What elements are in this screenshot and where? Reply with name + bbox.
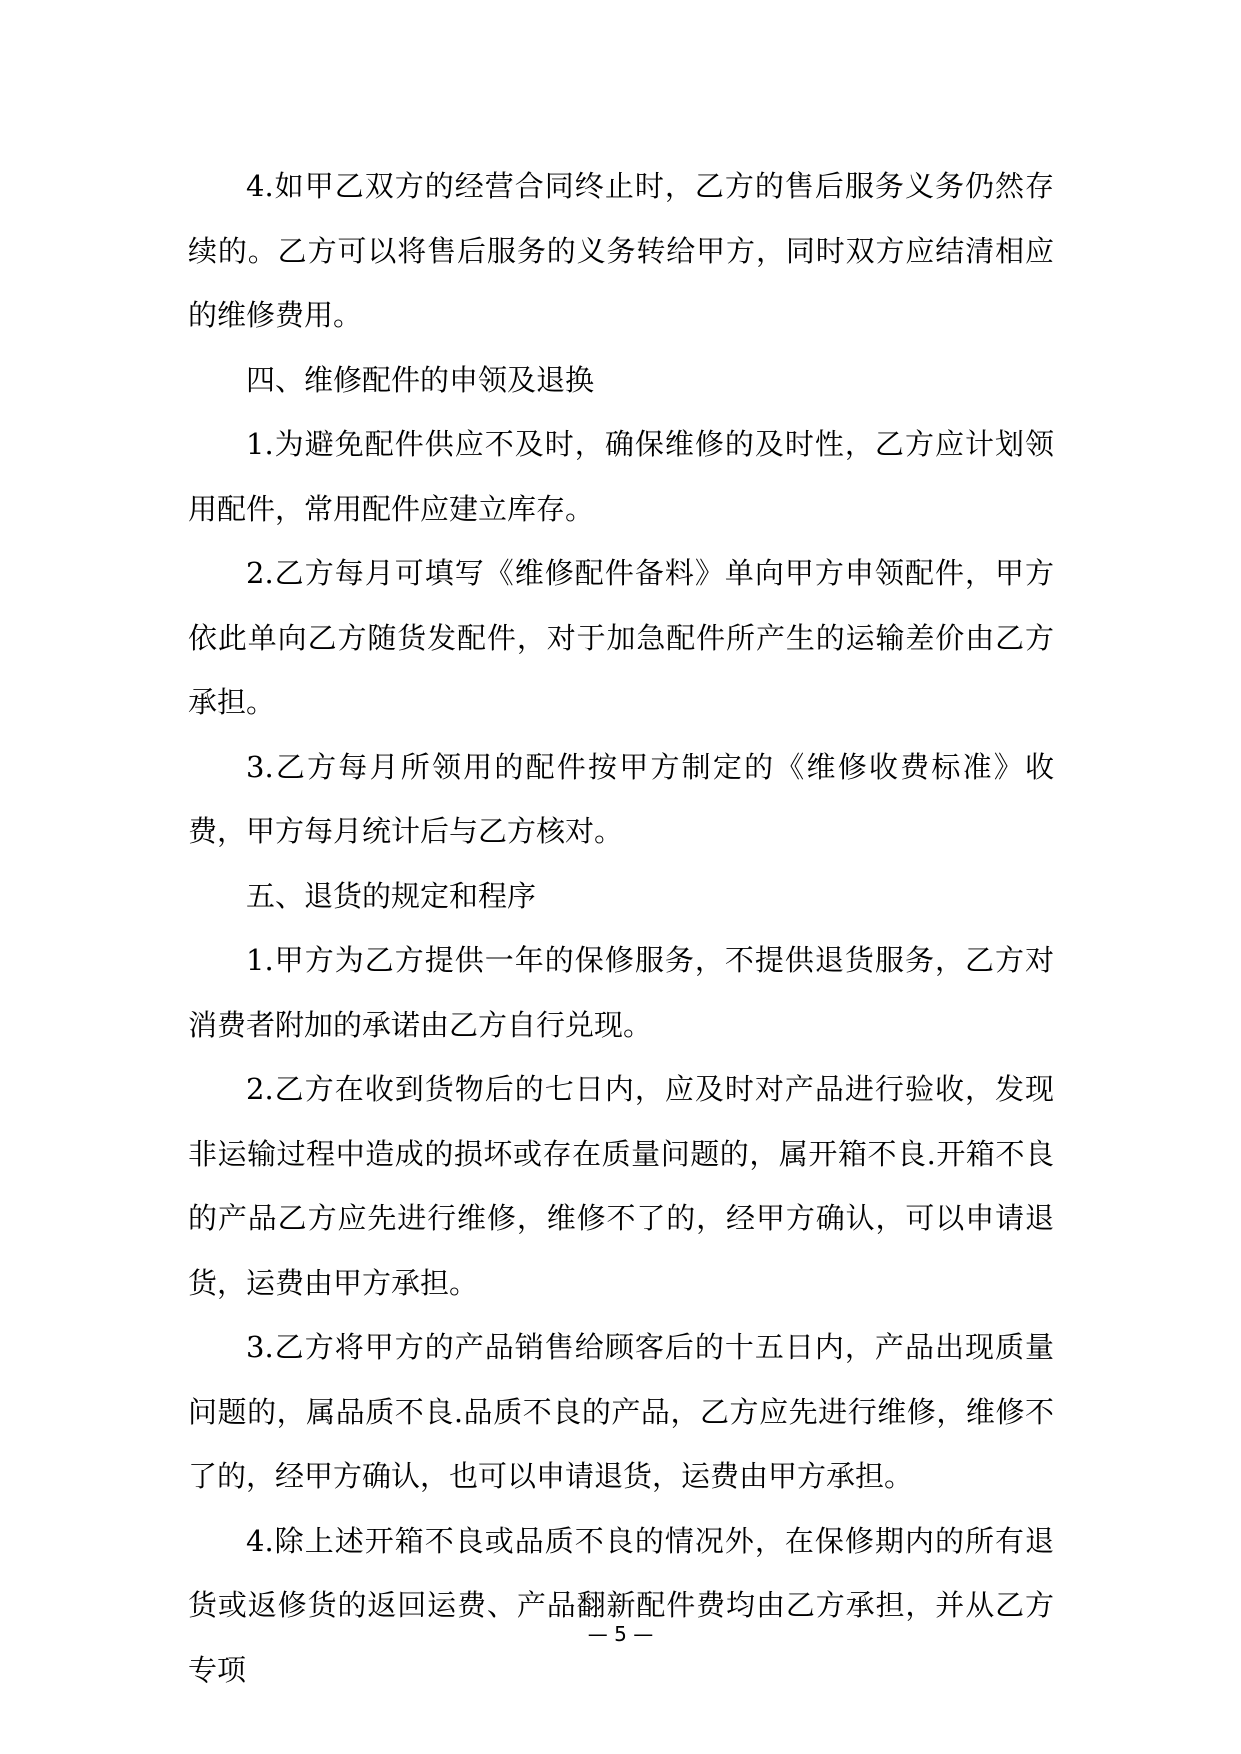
paragraph: 3.乙方每月所领用的配件按甲方制定的《维修收费标准》收费，甲方每月统计后与乙方核对。 [188, 749, 1054, 848]
section-heading: 四、维修配件的申领及退换 [246, 362, 595, 397]
paragraph: 4.除上述开箱不良或品质不良的情况外，在保修期内的所有退货或返修货的返回运费、产品翻新配件费均由乙方承担，并从乙方专项 [188, 1523, 1054, 1687]
paragraph: 1.为避免配件供应不及时，确保维修的及时性，乙方应计划领用配件，常用配件应建立库存。 [188, 427, 1054, 526]
section-heading: 五、退货的规定和程序 [246, 878, 537, 913]
paragraph: 1.甲方为乙方提供一年的保修服务，不提供退货服务，乙方对消费者附加的承诺由乙方自行兑现。 [188, 943, 1054, 1042]
paragraph: 2.乙方在收到货物后的七日内，应及时对产品进行验收，发现非运输过程中造成的损坏或存在质量问题的，属开箱不良.开箱不良的产品乙方应先进行维修，维修不了的，经甲方确认，可以申请退货，运费由甲方承担。 [188, 1072, 1054, 1300]
paragraph: 4.如甲乙双方的经营合同终止时，乙方的售后服务义务仍然存续的。乙方可以将售后服务的义务转给甲方，同时双方应结清相应的维修费用。 [188, 169, 1054, 332]
paragraph: 2.乙方每月可填写《维修配件备料》单向甲方申领配件，甲方依此单向乙方随货发配件，对于加急配件所产生的运输差价由乙方承担。 [188, 556, 1054, 719]
page-number: — 5 — [587, 1622, 654, 1646]
document-body [188, 154, 1054, 1702]
paragraph: 3.乙方将甲方的产品销售给顾客后的十五日内，产品出现质量问题的，属品质不良.品质不良的产品，乙方应先进行维修，维修不了的，经甲方确认，也可以申请退货，运费由甲方承担。 [188, 1330, 1054, 1493]
